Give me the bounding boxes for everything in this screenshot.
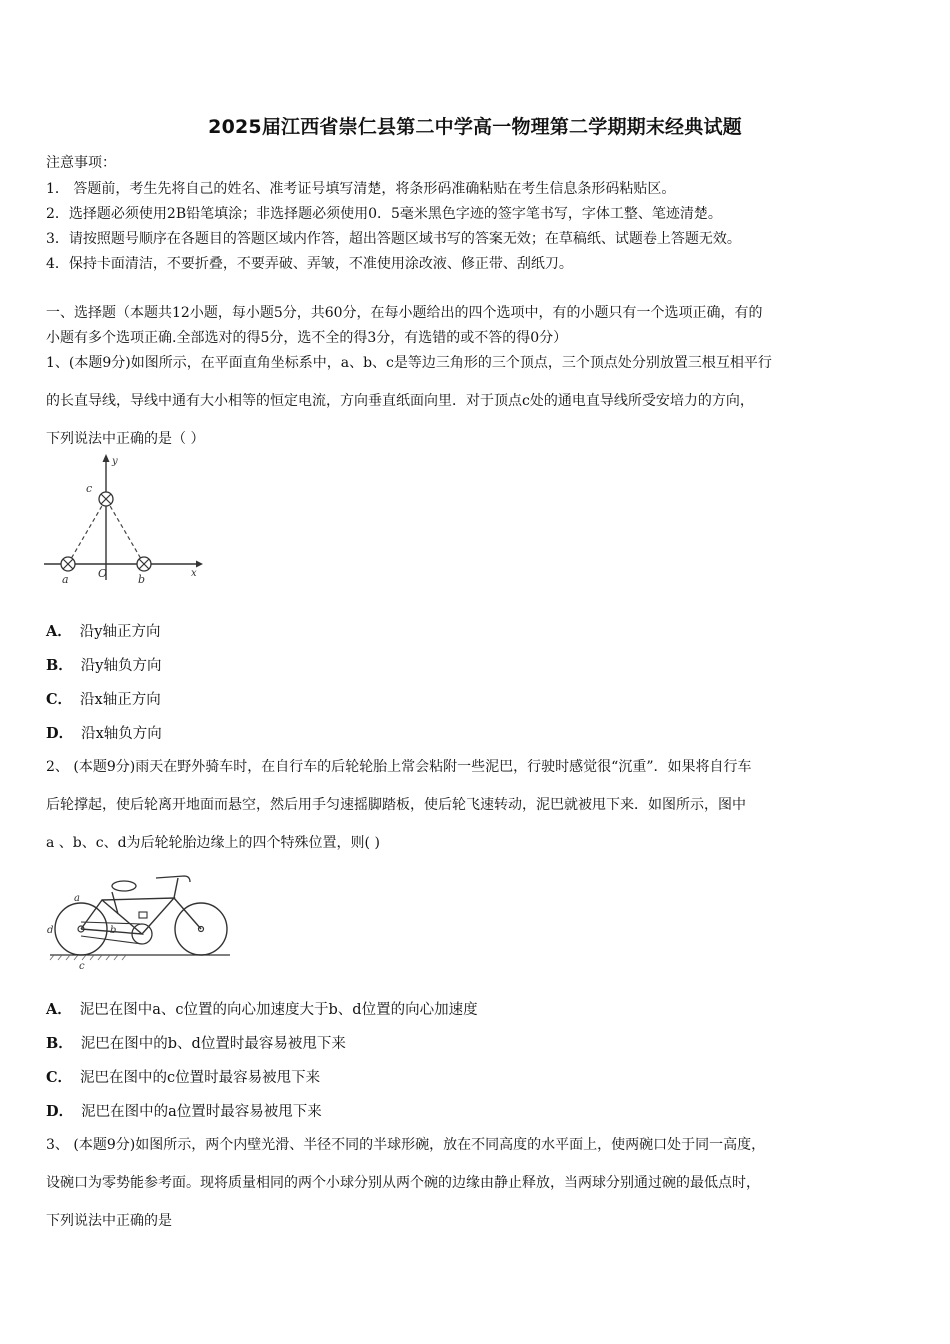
option-text: 泥巴在图中的c位置时最容易被甩下来: [80, 1070, 321, 1086]
question-1-text: 1、(本题9分)如图所示，在平面直角坐标系中，a、b、c是等边三角形的三个顶点，三个顶点处分别放置三根互相平行: [46, 355, 772, 371]
section-intro: 一、选择题（本题共12小题，每小题5分，共60分，在每小题给出的四个选项中，有的小题只有一个选项正确，有的: [46, 305, 763, 321]
question-2-text: 2、 (本题9分)雨天在野外骑车时，在自行车的后轮轮胎上常会粘附一些泥巴，行驶时感觉很“沉重”．如果将自行车: [46, 759, 752, 775]
option-letter: C．: [46, 691, 73, 708]
option-letter: A．: [46, 623, 72, 640]
notice-item: 1． 答题前，考生先将自己的姓名、准考证号填写清楚，将条形码准确粘贴在考生信息条形码粘贴区。: [46, 181, 676, 197]
option-text: 沿y轴正方向: [79, 624, 161, 640]
q2-option-c: [46, 1066, 320, 1087]
pedal: [139, 912, 147, 918]
option-text: 泥巴在图中a、c位置的向心加速度大于b、d位置的向心加速度: [79, 1002, 478, 1018]
chain-top: [81, 922, 142, 924]
triangle-side-ac: [68, 499, 106, 564]
saddle: [112, 881, 136, 891]
section-intro: 小题有多个选项正确.全部选对的得5分，选不全的得3分，有选错的或不答的得0分）: [46, 330, 568, 346]
label-b: b: [110, 925, 117, 936]
handlebar: [156, 876, 190, 882]
q2-option-b: [46, 1032, 346, 1053]
question-1-text: 的长直导线，导线中通有大小相等的恒定电流，方向垂直纸面向里．对于顶点c处的通电直导线所受安培力的方向，: [46, 393, 754, 409]
label-o: O: [98, 567, 108, 580]
notice-item: 3．请按照题号顺序在各题目的答题区域内作答，超出答题区域书写的答案无效；在草稿纸、试题卷上答题无效。: [46, 231, 741, 247]
label-a: a: [62, 573, 69, 586]
question-3-text: 设碗口为零势能参考面。现将质量相同的两个小球分别从两个碗的边缘由静止释放，当两球分别通过碗的最低点时，: [46, 1175, 760, 1191]
wire-c-icon: [99, 492, 113, 506]
option-letter: A．: [46, 1001, 72, 1018]
question-2-text: a 、b、c、d为后轮轮胎边缘上的四个特殊位置，则( ): [46, 835, 380, 851]
label-a: a: [74, 893, 80, 904]
notice-item: 2．选择题必须使用2B铅笔填涂；非选择题必须使用0．5毫米黑色字迹的签字笔书写，字体工整、笔迹清楚。: [46, 206, 722, 222]
notice-heading: 注意事项：: [46, 155, 116, 171]
question-2-text: 后轮撑起，使后轮离开地面而悬空，然后用手匀速摇脚踏板，使后轮飞速转动，泥巴就被甩下来．如图所示，图中: [46, 797, 746, 813]
q2-option-a: [46, 998, 478, 1019]
x-axis-arrow: [196, 561, 203, 568]
y-axis-arrow: [103, 454, 110, 462]
option-text: 泥巴在图中的b、d位置时最容易被甩下来: [80, 1036, 346, 1052]
label-b: b: [138, 573, 146, 586]
ground-hatch: [50, 955, 126, 960]
question-1-figure: [44, 452, 204, 588]
option-letter: D．: [46, 725, 74, 742]
question-3-text: 下列说法中正确的是: [46, 1213, 172, 1229]
option-text: 沿x轴正方向: [80, 692, 161, 708]
page-title: 2025届江西省崇仁县第二中学高一物理第二学期期末经典试题: [208, 116, 742, 138]
q2-option-d: [46, 1100, 322, 1121]
label-c: c: [86, 482, 93, 495]
option-letter: C．: [46, 1069, 73, 1086]
question-3-text: 3、 (本题9分)如图所示，两个内壁光滑、半径不同的半球形碗，放在不同高度的水平面上，使两碗口处于同一高度，: [46, 1137, 766, 1153]
option-text: 沿y轴负方向: [80, 658, 162, 674]
label-y: y: [112, 456, 118, 467]
triangle-side-bc: [106, 499, 144, 564]
notice-item: 4．保持卡面清洁，不要折叠，不要弄破、弄皱，不准使用涂改液、修正带、刮纸刀。: [46, 256, 573, 272]
q1-option-b: [46, 654, 161, 675]
q1-option-c: [46, 688, 161, 709]
option-text: 泥巴在图中的a位置时最容易被甩下来: [81, 1104, 322, 1120]
question-2-figure: [44, 868, 234, 972]
stem: [174, 878, 178, 898]
option-letter: B．: [46, 1035, 73, 1052]
wire-a-icon: [61, 557, 75, 571]
question-1-text: 下列说法中正确的是（ ）: [46, 431, 205, 447]
q1-option-a: [46, 620, 160, 641]
q1-option-d: [46, 722, 162, 743]
option-letter: B．: [46, 657, 73, 674]
wire-b-icon: [137, 557, 151, 571]
label-x: x: [191, 568, 197, 579]
label-d: d: [47, 925, 54, 936]
option-text: 沿x轴负方向: [81, 726, 162, 742]
label-c: c: [79, 961, 85, 972]
option-letter: D．: [46, 1103, 74, 1120]
